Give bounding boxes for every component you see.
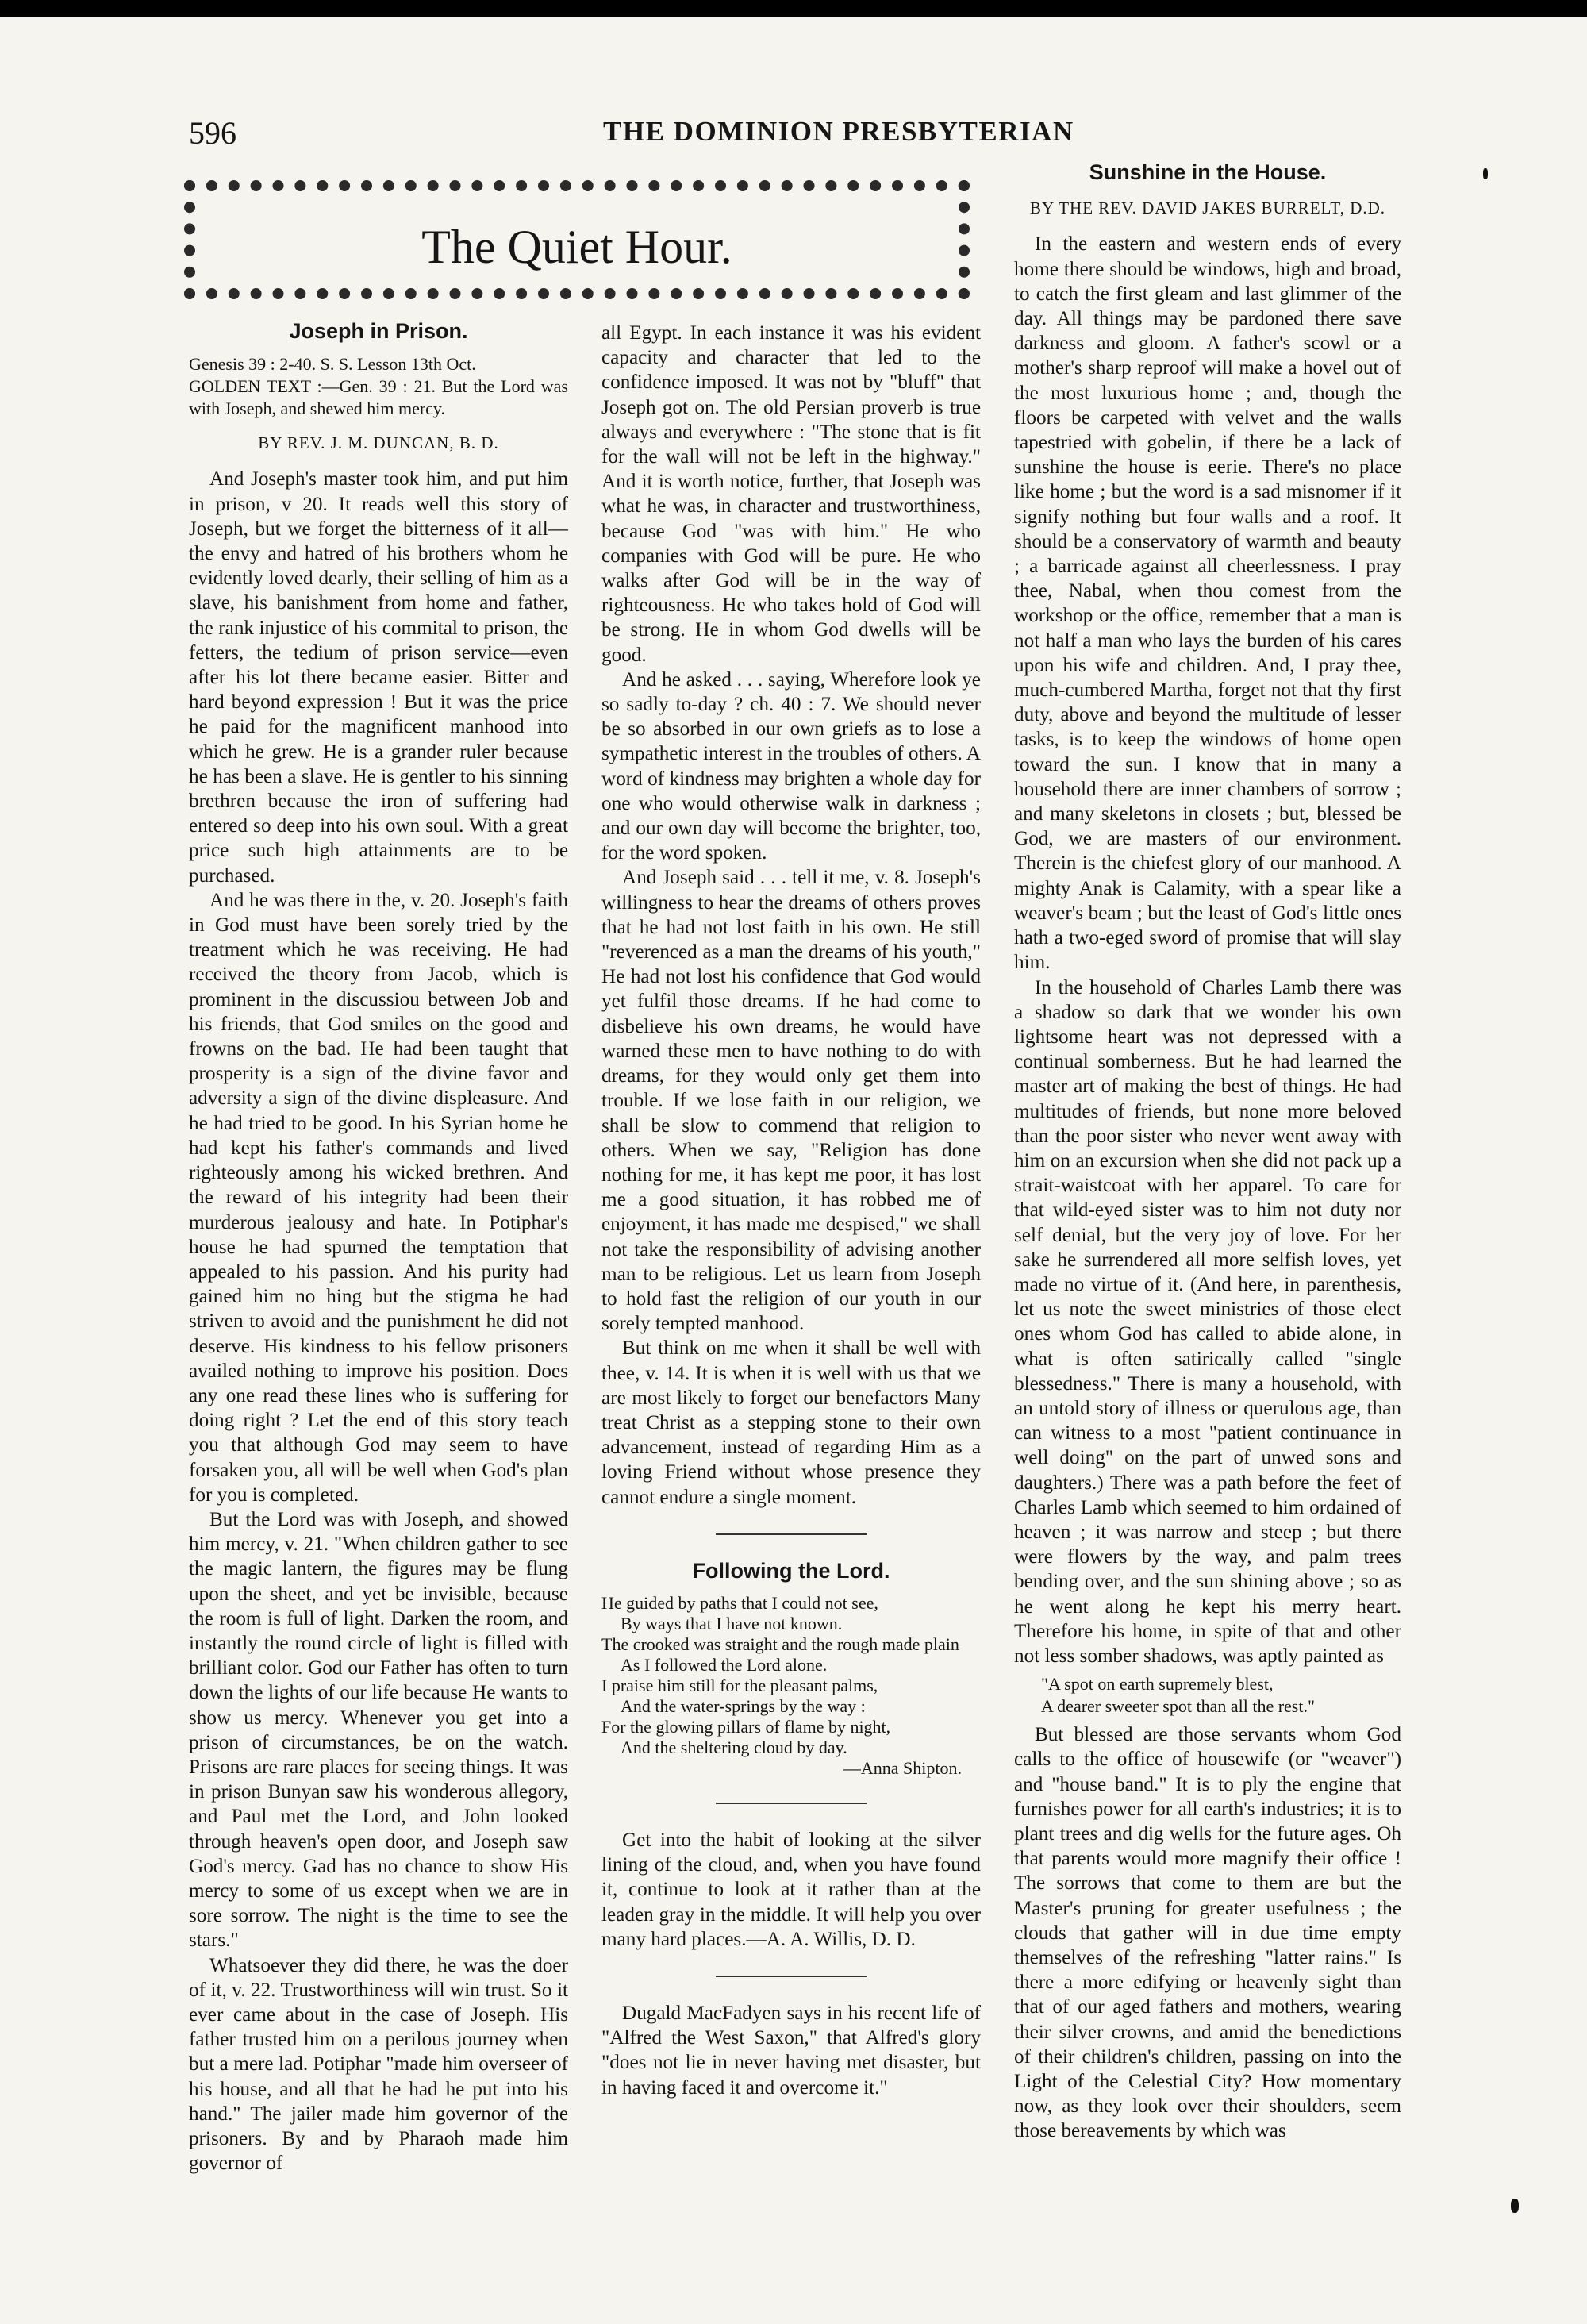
paragraph: And Joseph's master took him, and put him in prison, v 20. It reads well this story of Joseph, but we forget the bitterness of it all—the envy and hatred of his brothers whom he evidently loved dearly, their selling of him as a slave, his banishment from home and father, the rank injustice of his commital to prison, the fetters, the tedium of prison service—even after his lot there became easier. Bitter and hard beyond expression ! But it was the price he paid for the magnificent manhood into which he grew. He is a grander ruler because he has been a slave. He is gentler to his sinning brethren because the iron of suffering had entered so deep into his own soul. With a great price such high attainments are to be purchased. (189, 468, 568, 887)
article-title: Joseph in Prison. (289, 319, 468, 343)
quiet-hour-banner (184, 180, 970, 299)
paragraph: And Joseph said . . . tell it me, v. 8. Joseph's willingness to hear the dreams of others proves that he had not lost faith in his own. He still "reverenced as a man the dreams of his youth," He had not lost his confidence that God would yet fulfil those dreams. If he had come to disbelieve his own dreams, he would have warned these men to have nothing to do with dreams, for they would only get them into trouble. If we lose faith in our religion, we shall be slow to commend that religion to others. When we say, "Religion has done nothing for me, it has kept me poor, it has lost me a good situation, it has robbed me of enjoyment, it has made me despised," we shall not take the responsibility of advising another man to be religious. Let us learn from Joseph to hold fast the religion of our youth in our sorely tempted manhood. (601, 867, 981, 1335)
poem-line: For the glowing pillars of flame by night, (601, 1716, 891, 1737)
poem-line: By ways that I have not known. (621, 1613, 843, 1633)
golden-text: GOLDEN TEXT :—Gen. 39 : 21. But the Lord was with Joseph, and shewed him mercy. (189, 376, 568, 419)
paragraph: But the Lord was with Joseph, and showed him mercy, v. 21. "When children gather to see the magic lantern, the figures may be flung upon the sheet, and yet be invisible, because the room is full of light. Darken the room, and instantly the round circle of light is filled with brilliant color. God our Father has often to turn down the lights of our life because He wants to show us mercy. Whenever you get into a prison of circumstances, be on the watch. Prisons are rare places for seeing things. It was in prison Bunyan saw his wonderous allegory, and Paul met the Lord, and John looked through heaven's open door, and Joseph saw God's mercy. Gad has no chance to show His mercy to some of us except when we are in sore sorrow. The night is the time to see the stars." (189, 1508, 568, 1952)
poem-title: Following the Lord. (692, 1558, 890, 1583)
column-1 (189, 319, 568, 2176)
ink-speck (1511, 2199, 1519, 2213)
article-title: Sunshine in the House. (1089, 160, 1327, 184)
quote-line: A dearer sweeter spot than all the rest." (1041, 1696, 1315, 1717)
paragraph: In the household of Charles Lamb there was a shadow so dark that we wonder his own lightsome heart was not depressed with a continual somberness. But he had learned the master art of making the best of things. He had multitudes of friends, but none more beloved than the poor sister who never went away with him on an excursion when she did not pack up a strait-waistcoat with her apparel. To care for that wild-eyed sister was to him not duty nor self denial, but the very joy of love. For her sake he surrendered all more selfish loves, yet made no virtue of it. (And here, in parenthesis, let us note the sweet ministries of those elect ones whom God has called to abide alone, in what is often satirically called "single blessedness." There is many a household, with an untold story of illness or querulous age, than can witness to a most "patient continuance in well doing" on the part of unwed sons and daughters.) There was a path before the feet of Charles Lamb which seemed to him ordained of heaven ; it was narrow and steep ; but there were flowers by the way, and palm trees bending over, and the sun shining above ; so as he went along he kept his merry heart. Therefore his home, in spite of that and other not less somber shadows, was aptly painted as (1014, 976, 1401, 1667)
poem-line: And the sheltering cloud by day. (621, 1737, 847, 1757)
running-title: THE DOMINION PRESBYTERIAN (603, 116, 1074, 147)
paragraph: And he was there in the, v. 20. Joseph's faith in God must have been sorely tried by the treatment which he was receiving. He had received the theory from Jacob, which is prominent in the discussiou between Job and his friends, that God smiles on the good and frowns on the bad. He had been taught that prosperity is a sign of the divine favor and adversity a sign of the divine displeasure. And he had tried to be good. In his Syrian home he had kept his father's commands and lived righteously among his wicked brethren. And the reward of his integrity had been their murderous jealousy and hate. In Potiphar's house he had spurned the temptation that appealed to his passion. And his purity had gained him no hing but the stigma he had striven to avoid and the punishment he did not deserve. His kindness to his fellow prisoners availed nothing to improve his position. Does any one read these lines who is suffering for doing right ? Let the end of this story teach you that although God may seem to have forsaken you, all will be well when God's plan for you is completed. (189, 889, 568, 1506)
ink-speck (1483, 168, 1488, 179)
poem (601, 1593, 981, 1779)
column-2 (601, 321, 981, 2100)
section-divider (716, 1976, 867, 1977)
article-byline: BY THE REV. DAVID JAKES BURRELT, D.D. (1029, 198, 1386, 218)
paragraph: And he asked . . . saying, Wherefore look ye so sadly to-day ? ch. 40 : 7. We should never be so absorbed in our own griefs as to lose a sympathetic interest in the troubles of others. A word of kindness may brighten a whole day for one who would otherwise walk in darkness ; and our own day will become the brighter, too, for the word spoken. (601, 668, 981, 864)
banner-title: The Quiet Hour. (421, 221, 732, 273)
paragraph: But blessed are those servants whom God calls to the office of housewife (or "weaver") and "house band." It is to ply the engine that furnishes power for all earth's industries; it is to plant trees and dig wells for the future ages. Oh that parents would more magnify their office ! The sorrows that come to them are but the Master's pruning for greater usefulness ; the clouds that gather will in due time empty themselves of the refreshing "latter rains." Is there a more edifying or heavenly sight than that of our aged fathers and mothers, wearing their silver crowns, and amid the benedictions of their children's children, passing on into the Light of the Celestial City? How momentary now, as they look over their shoulders, seem those bereavements by which was (1014, 1724, 1401, 2142)
poem-line: I praise him still for the pleasant palms, (601, 1675, 878, 1695)
quote-line: "A spot on earth supremely blest, (1041, 1674, 1274, 1695)
page-sheet (0, 17, 1587, 2324)
note-macfadyen: Dugald MacFadyen says in his recent life of "Alfred the West Saxon," that Alfred's glory "does not lie in never having met disaster, but in having faced it and overcome it." (601, 2002, 981, 2099)
running-header (0, 114, 1587, 162)
column-3 (1014, 160, 1401, 2144)
section-divider (716, 1533, 867, 1535)
poem-line: As I followed the Lord alone. (621, 1654, 828, 1675)
page-number: 596 (189, 115, 236, 151)
paragraph: Whatsoever they did there, he was the doer of it, v. 22. Trustworthiness will win trust. So it ever came about in the case of Joseph. His father trusted him on a perilous journey when but a mere lad. Potiphar "made him overseer of his house, and all that he had he put into his hand." The jailer made him governor of the prisoners. By and by Pharaoh made him governor of (189, 1954, 568, 2175)
poem-line: And the water-springs by the way : (621, 1695, 866, 1716)
paragraph: In the eastern and western ends of every home there should be windows, high and broad, to catch the first gleam and last glimmer of the day. All things may be pardoned there save darkness and gloom. A father's scowl or a mother's sharp reproof will make a hovel out of the most luxurious home ; and, though the floors be carpeted with velvet and the walls tapestried with gobelin, if there be a lack of sunshine the house is eerie. There's no place like home ; but the word is a sad misnomer if it signify nothing but four walls and a roof. It should be a conservatory of warmth and beauty ; a barricade against all cheerlessness. I pray thee, Nabal, when thou comest from the workshop or the office, remember that a man is not half a man who lays the burden of his cares upon his wife and children. And, I pray thee, much-cumbered Martha, forget not that thy first duty, above and beyond the multitude of lesser tasks, is to keep the windows of home open toward the sun. I know that in many a household there are inner chambers of sorrow ; and many skeletons in closets ; but, blessed be God, we are masters of our environment. Therein is the chiefest glory of our manhood. A mighty Anak is Calamity, with a spear like a weaver's beam ; but the least of God's little ones hath a two-eged sword of promise that will slay him. (1014, 233, 1401, 974)
lesson-reference: Genesis 39 : 2-40. S. S. Lesson 13th Oct. (189, 354, 476, 375)
verse-quote (1041, 1673, 1401, 1718)
paragraph: But think on me when it shall be well with thee, v. 14. It is when it is well with us that we are most likely to forget our benefactors Many treat Christ as a stepping stone to their own advancement, instead of regarding Him as a loving Friend without whose presence they cannot endure a single moment. (601, 1337, 981, 1508)
poem-line: The crooked was straight and the rough made plain (601, 1633, 959, 1654)
section-divider (716, 1803, 867, 1804)
article-byline: BY REV. J. M. DUNCAN, B. D. (258, 433, 499, 453)
paragraph: all Egypt. In each instance it was his evident capacity and character that led to the confidence imposed. It was not by "bluff" that Joseph got on. The old Persian proverb is true always and everywhere : "The stone that is fit for the wall will not be left in the highway." And it is worth notice, further, that Joseph was what he was, in character and trustworthiness, because God "was with him." He who companies with God will be pure. He who walks after God will be in the way of righteousness. He who takes hold of God will be strong. He in whom God dwells will be good. (601, 322, 981, 666)
poem-attribution: —Anna Shipton. (843, 1757, 962, 1778)
note-willis: Get into the habit of looking at the silver lining of the cloud, and, when you have found it, continue to look at it rather than at the leaden gray in the middle. It will help you over many hard places.—A. A. Willis, D. D. (601, 1829, 981, 1950)
poem-line: He guided by paths that I could not see, (601, 1592, 878, 1613)
